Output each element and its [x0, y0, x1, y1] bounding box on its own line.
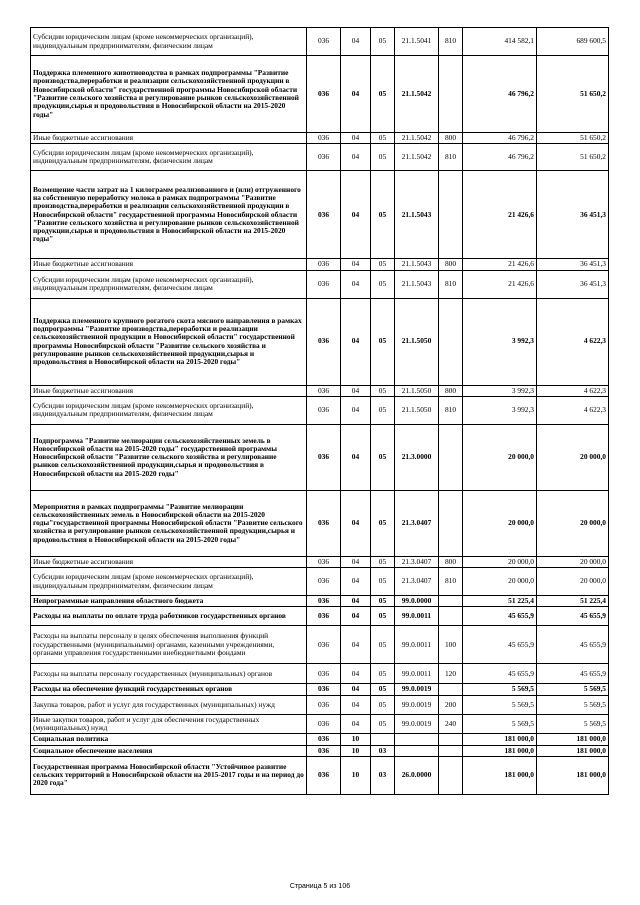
section-code: 04: [341, 56, 371, 133]
expense-type-code: [439, 734, 463, 745]
amount-year-2: 45 655,9: [537, 664, 609, 684]
table-row: [31, 556, 609, 567]
subsection-code: 05: [371, 490, 395, 556]
table-row: [31, 596, 609, 607]
amount-year-2: 181 000,0: [537, 734, 609, 745]
row-name: Возмещение части затрат на 1 килограмм реализованного и (или) отгруженного на собственную переработку молока в рамках подпрограммы "Развитие производства,переработки и реализации сельскохозяйственной продукции в Новосибирской области" государственной программы Новосибирской области "Развитие сельского хозяйства и регулирование рынков сельскохозяйственной продукции,сырья и продовольствия в Новосибирской области на 2015-2020 годы": [31, 171, 307, 259]
table-row: [31, 298, 609, 385]
expense-type-code: [439, 756, 463, 794]
section-code: 04: [341, 626, 371, 664]
ved-code: 036: [307, 684, 341, 695]
target-article-code: 21.1.5041: [395, 28, 439, 56]
table-row: [31, 568, 609, 596]
ved-code: 036: [307, 171, 341, 259]
amount-year-2: 5 569,5: [537, 684, 609, 695]
ved-code: 036: [307, 695, 341, 714]
target-article-code: 21.1.5042: [395, 133, 439, 144]
expense-type-code: 800: [439, 556, 463, 567]
amount-year-1: 20 000,0: [463, 556, 537, 567]
subsection-code: 05: [371, 385, 395, 396]
table-row: [31, 490, 609, 556]
table-row: [31, 385, 609, 396]
ved-code: 036: [307, 385, 341, 396]
table-row: [31, 396, 609, 424]
subsection-code: 05: [371, 133, 395, 144]
expense-type-code: 800: [439, 259, 463, 270]
target-article-code: 21.1.5050: [395, 396, 439, 424]
expense-type-code: [439, 684, 463, 695]
row-name: Расходы на выплаты персоналу государственных (муниципальных) органов: [31, 664, 307, 684]
section-code: 04: [341, 385, 371, 396]
section-code: 04: [341, 568, 371, 596]
amount-year-2: 4 622,3: [537, 396, 609, 424]
expense-type-code: 800: [439, 133, 463, 144]
amount-year-2: 45 655,9: [537, 626, 609, 664]
page-number: Страница 5 из 106: [289, 883, 351, 890]
row-name: Поддержка племенного животноводства в рамках подпрограммы "Развитие производства,переработки и реализации сельскохозяйственной продукции в Новосибирской области" государственной программы Новосибирской области "Развитие сельского хозяйства и регулирование рынков сельскохозяйственной продукции,сырья и продовольствия в Новосибирской области на 2015-2020 годы": [31, 56, 307, 133]
amount-year-1: 46 796,2: [463, 144, 537, 171]
table-row: [31, 133, 609, 144]
row-name: Подпрограмма "Развитие мелиорации сельскохозяйственных земель в Новосибирской области на 2015-2020 годы" государственной программы Новосибирской области "Развитие сельского хозяйства и регулирование рынков сельскохозяйственной продукции,сырья и продовольствия в Новосибирской области на 2015-2020 годы": [31, 424, 307, 490]
target-article-code: 21.3.0407: [395, 568, 439, 596]
subsection-code: 05: [371, 171, 395, 259]
expense-type-code: [439, 424, 463, 490]
section-code: 04: [341, 684, 371, 695]
ved-code: 036: [307, 133, 341, 144]
row-name: Социальная политика: [31, 734, 307, 745]
expense-type-code: [439, 607, 463, 626]
amount-year-2: 181 000,0: [537, 756, 609, 794]
ved-code: 036: [307, 745, 341, 756]
amount-year-1: 21 426,6: [463, 171, 537, 259]
amount-year-2: 45 655,9: [537, 607, 609, 626]
target-article-code: 21.3.0407: [395, 556, 439, 567]
subsection-code: 05: [371, 684, 395, 695]
amount-year-2: 36 451,3: [537, 259, 609, 270]
expense-type-code: [439, 171, 463, 259]
amount-year-1: 20 000,0: [463, 490, 537, 556]
amount-year-2: 5 569,5: [537, 714, 609, 734]
amount-year-1: 51 225,4: [463, 596, 537, 607]
target-article-code: 99.0.0019: [395, 684, 439, 695]
row-name: Расходы на выплаты персоналу в целях обеспечения выполнения функций государственными (муниципальными) органами, казенными учреждениями, органами управления государственными внебюджетными фондами: [31, 626, 307, 664]
table-row: [31, 626, 609, 664]
ved-code: 036: [307, 56, 341, 133]
subsection-code: 03: [371, 756, 395, 794]
section-code: 04: [341, 424, 371, 490]
amount-year-2: 20 000,0: [537, 556, 609, 567]
amount-year-1: 46 796,2: [463, 133, 537, 144]
target-article-code: 21.1.5042: [395, 56, 439, 133]
expense-type-code: [439, 56, 463, 133]
expense-type-code: [439, 745, 463, 756]
subsection-code: 05: [371, 144, 395, 171]
subsection-code: 05: [371, 626, 395, 664]
ved-code: 036: [307, 596, 341, 607]
amount-year-1: 5 569,5: [463, 684, 537, 695]
table-row: [31, 756, 609, 794]
expense-type-code: 810: [439, 144, 463, 171]
row-name: Социальное обеспечение населения: [31, 745, 307, 756]
expense-type-code: 800: [439, 385, 463, 396]
target-article-code: 99.0.0011: [395, 607, 439, 626]
section-code: 04: [341, 664, 371, 684]
expense-type-code: 810: [439, 270, 463, 298]
expense-type-code: 100: [439, 626, 463, 664]
ved-code: 036: [307, 568, 341, 596]
amount-year-1: 46 796,2: [463, 56, 537, 133]
target-article-code: 21.3.0000: [395, 424, 439, 490]
target-article-code: 21.1.5042: [395, 144, 439, 171]
section-code: 04: [341, 607, 371, 626]
target-article-code: 21.1.5043: [395, 171, 439, 259]
subsection-code: [371, 734, 395, 745]
row-name: Непрограммные направления областного бюджета: [31, 596, 307, 607]
subsection-code: 05: [371, 298, 395, 385]
amount-year-2: 20 000,0: [537, 424, 609, 490]
subsection-code: 05: [371, 28, 395, 56]
expense-type-code: 120: [439, 664, 463, 684]
section-code: 04: [341, 490, 371, 556]
ved-code: 036: [307, 270, 341, 298]
row-name: Субсидии юридическим лицам (кроме некоммерческих организаций), индивидуальным предпринимателям, физическим лицам: [31, 270, 307, 298]
amount-year-2: 689 600,5: [537, 28, 609, 56]
amount-year-1: 21 426,6: [463, 259, 537, 270]
section-code: 04: [341, 259, 371, 270]
amount-year-1: 20 000,0: [463, 568, 537, 596]
subsection-code: 05: [371, 664, 395, 684]
target-article-code: 99.0.0000: [395, 596, 439, 607]
amount-year-1: 3 992,3: [463, 396, 537, 424]
row-name: Иные бюджетные ассигнования: [31, 556, 307, 567]
target-article-code: 26.0.0000: [395, 756, 439, 794]
amount-year-2: 20 000,0: [537, 490, 609, 556]
row-name: Иные закупки товаров, работ и услуг для обеспечения государственных (муниципальных) нужд: [31, 714, 307, 734]
table-row: [31, 28, 609, 56]
row-name: Субсидии юридическим лицам (кроме некоммерческих организаций), индивидуальным предпринимателям, физическим лицам: [31, 396, 307, 424]
subsection-code: 05: [371, 568, 395, 596]
target-article-code: 99.0.0019: [395, 695, 439, 714]
target-article-code: 21.1.5043: [395, 270, 439, 298]
expense-type-code: 810: [439, 568, 463, 596]
section-code: 04: [341, 28, 371, 56]
ved-code: 036: [307, 756, 341, 794]
subsection-code: 05: [371, 714, 395, 734]
budget-table: [30, 27, 609, 795]
ved-code: 036: [307, 607, 341, 626]
amount-year-1: 5 569,5: [463, 714, 537, 734]
row-name: Иные бюджетные ассигнования: [31, 133, 307, 144]
section-code: 04: [341, 270, 371, 298]
row-name: Субсидии юридическим лицам (кроме некоммерческих организаций), индивидуальным предпринимателям, физическим лицам: [31, 144, 307, 171]
section-code: 04: [341, 556, 371, 567]
row-name: Расходы на выплаты по оплате труда работников государственных органов: [31, 607, 307, 626]
table-row: [31, 259, 609, 270]
section-code: 04: [341, 171, 371, 259]
amount-year-2: 4 622,3: [537, 298, 609, 385]
section-code: 04: [341, 695, 371, 714]
ved-code: 036: [307, 490, 341, 556]
target-article-code: [395, 745, 439, 756]
amount-year-1: 20 000,0: [463, 424, 537, 490]
ved-code: 036: [307, 396, 341, 424]
section-code: 04: [341, 144, 371, 171]
amount-year-1: 21 426,6: [463, 270, 537, 298]
target-article-code: 21.1.5043: [395, 259, 439, 270]
ved-code: 036: [307, 298, 341, 385]
subsection-code: 05: [371, 270, 395, 298]
expense-type-code: 240: [439, 714, 463, 734]
subsection-code: 05: [371, 396, 395, 424]
section-code: 04: [341, 133, 371, 144]
amount-year-1: 181 000,0: [463, 745, 537, 756]
section-code: 04: [341, 298, 371, 385]
row-name: Иные бюджетные ассигнования: [31, 385, 307, 396]
table-row: [31, 607, 609, 626]
table-row: [31, 695, 609, 714]
amount-year-2: 51 650,2: [537, 133, 609, 144]
target-article-code: 21.1.5050: [395, 385, 439, 396]
ved-code: 036: [307, 664, 341, 684]
amount-year-2: 36 451,3: [537, 171, 609, 259]
amount-year-2: 51 650,2: [537, 144, 609, 171]
ved-code: 036: [307, 556, 341, 567]
amount-year-1: 3 992,3: [463, 298, 537, 385]
amount-year-1: 181 000,0: [463, 734, 537, 745]
amount-year-1: 3 992,3: [463, 385, 537, 396]
section-code: 10: [341, 745, 371, 756]
amount-year-2: 51 650,2: [537, 56, 609, 133]
target-article-code: 99.0.0011: [395, 664, 439, 684]
row-name: Иные бюджетные ассигнования: [31, 259, 307, 270]
ved-code: 036: [307, 144, 341, 171]
table-row: [31, 745, 609, 756]
target-article-code: 99.0.0011: [395, 626, 439, 664]
section-code: 04: [341, 396, 371, 424]
target-article-code: 21.1.5050: [395, 298, 439, 385]
section-code: 04: [341, 714, 371, 734]
expense-type-code: [439, 596, 463, 607]
amount-year-2: 5 569,5: [537, 695, 609, 714]
subsection-code: 05: [371, 56, 395, 133]
row-name: Государственная программа Новосибирской области "Устойчивое развитие сельских территорий в Новосибирской области на 2015-2017 годы и на период до 2020 года": [31, 756, 307, 794]
section-code: 10: [341, 734, 371, 745]
subsection-code: 05: [371, 556, 395, 567]
ved-code: 036: [307, 259, 341, 270]
amount-year-1: 45 655,9: [463, 626, 537, 664]
amount-year-2: 4 622,3: [537, 385, 609, 396]
row-name: Мероприятия в рамках подпрограммы "Развитие мелиорации сельскохозяйственных земель в Новосибирской области на 2015-2020 годы"государственной программы Новосибирской области "Развитие сельского хозяйства и регулирование рынков сельскохозяйственной продукции,сырья и продовольствия в Новосибирской области на 2015-2020 годы": [31, 490, 307, 556]
subsection-code: 05: [371, 259, 395, 270]
row-name: Поддержка племенного крупного рогатого скота мясного направления в рамках подпрограммы "Развитие производства,переработки и реализации сельскохозяйственной продукции в Новосибирской области" государственной программы Новосибирской области "Развитие сельского хозяйства и регулирование рынков сельскохозяйственной продукции,сырья и продовольствия в Новосибирской области на 2015-2020 годы": [31, 298, 307, 385]
row-name: Расходы на обеспечение функций государственных органов: [31, 684, 307, 695]
table-row: [31, 171, 609, 259]
subsection-code: 05: [371, 596, 395, 607]
row-name: Субсидии юридическим лицам (кроме некоммерческих организаций), индивидуальным предпринимателям, физическим лицам: [31, 28, 307, 56]
amount-year-1: 181 000,0: [463, 756, 537, 794]
target-article-code: [395, 734, 439, 745]
ved-code: 036: [307, 28, 341, 56]
subsection-code: 05: [371, 424, 395, 490]
expense-type-code: [439, 298, 463, 385]
expense-type-code: 200: [439, 695, 463, 714]
amount-year-2: 36 451,3: [537, 270, 609, 298]
table-row: [31, 734, 609, 745]
amount-year-2: 181 000,0: [537, 745, 609, 756]
ved-code: 036: [307, 626, 341, 664]
subsection-code: 03: [371, 745, 395, 756]
section-code: 10: [341, 756, 371, 794]
ved-code: 036: [307, 734, 341, 745]
row-name: Закупка товаров, работ и услуг для государственных (муниципальных) нужд: [31, 695, 307, 714]
table-row: [31, 56, 609, 133]
amount-year-1: 45 655,9: [463, 664, 537, 684]
expense-type-code: 810: [439, 396, 463, 424]
table-row: [31, 714, 609, 734]
target-article-code: 99.0.0019: [395, 714, 439, 734]
amount-year-1: 45 655,9: [463, 607, 537, 626]
amount-year-1: 414 582,1: [463, 28, 537, 56]
subsection-code: 05: [371, 695, 395, 714]
ved-code: 036: [307, 424, 341, 490]
row-name: Субсидии юридическим лицам (кроме некоммерческих организаций), индивидуальным предпринимателям, физическим лицам: [31, 568, 307, 596]
target-article-code: 21.3.0407: [395, 490, 439, 556]
amount-year-2: 51 225,4: [537, 596, 609, 607]
table-row: [31, 424, 609, 490]
table-row: [31, 664, 609, 684]
ved-code: 036: [307, 714, 341, 734]
subsection-code: 05: [371, 607, 395, 626]
amount-year-2: 20 000,0: [537, 568, 609, 596]
amount-year-1: 5 569,5: [463, 695, 537, 714]
table-row: [31, 144, 609, 171]
section-code: 04: [341, 596, 371, 607]
table-row: [31, 684, 609, 695]
expense-type-code: [439, 490, 463, 556]
expense-type-code: 810: [439, 28, 463, 56]
table-row: [31, 270, 609, 298]
